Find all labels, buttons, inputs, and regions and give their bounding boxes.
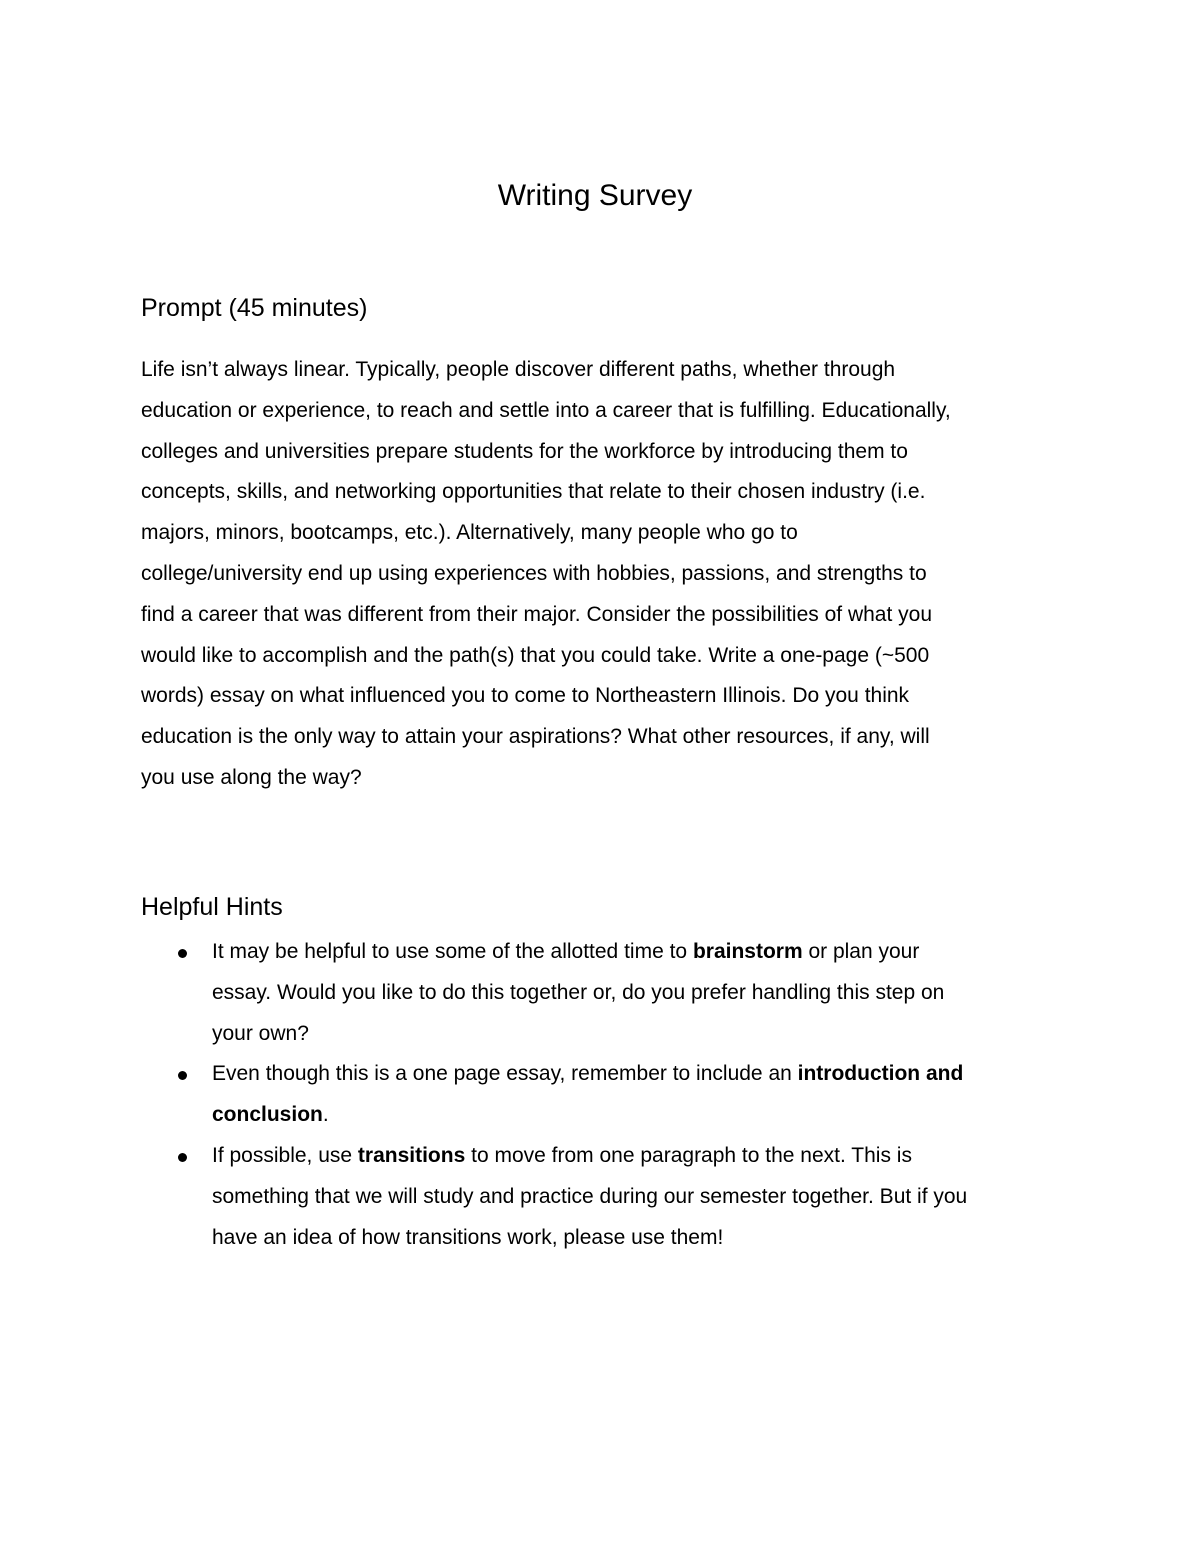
hint-line xyxy=(212,1095,1072,1136)
prompt-line: Life isn’t always linear. Typically, people discover different paths, whether through xyxy=(141,358,896,381)
prompt-line: majors, minors, bootcamps, etc.). Alternatively, many people who go to xyxy=(141,521,798,545)
hint-text-segment: . xyxy=(322,1103,329,1127)
hint-line: something that we will study and practice during our semester together. But if you xyxy=(212,1184,968,1208)
prompt-line: colleges and universities prepare students for the workforce by introducing them to xyxy=(141,439,908,463)
bullet-icon xyxy=(178,949,187,958)
hints-list xyxy=(0,932,1200,1258)
prompt-line: education or experience, to reach and settle into a career that is fulfilling. Educationally, xyxy=(141,398,951,422)
hint-line xyxy=(212,1054,1072,1095)
hint-emphasis: conclusion xyxy=(212,1103,323,1127)
hint-text xyxy=(212,1054,1072,1136)
hint-text xyxy=(212,932,1072,1054)
prompt-line: find a career that was different from their major. Consider the possibilities of what you xyxy=(141,602,932,626)
hints-heading: Helpful Hints xyxy=(141,893,283,921)
prompt-line: you use along the way? xyxy=(141,765,362,789)
prompt-line: education is the only way to attain your aspirations? What other resources, if any, will xyxy=(141,725,930,749)
hint-text-segment: It may be helpful to use some of the allotted time to xyxy=(212,940,693,963)
hint-emphasis: introduction and xyxy=(797,1062,964,1086)
hint-line: essay. Would you like to do this together or, do you prefer handling this step on xyxy=(212,980,945,1004)
hint-line xyxy=(212,932,1072,973)
hint-text-segment: to move from one paragraph to the next. This is xyxy=(465,1143,912,1167)
prompt-line: college/university end up using experiences with hobbies, passions, and strengths to xyxy=(141,561,927,585)
hint-text-segment: If possible, use xyxy=(212,1143,358,1167)
prompt-line: words) essay on what influenced you to come to Northeastern Illinois. Do you think xyxy=(141,684,910,708)
hint-line xyxy=(212,1136,1072,1177)
hint-item-introduction xyxy=(0,1054,1200,1136)
bullet-icon xyxy=(178,1071,187,1080)
document-title: Writing Survey xyxy=(497,179,693,212)
hint-line: have an idea of how transitions work, please use them! xyxy=(212,1225,724,1249)
hint-emphasis: brainstorm xyxy=(692,940,803,963)
hint-item-brainstorm xyxy=(0,932,1200,1054)
hint-text xyxy=(212,1136,1072,1258)
prompt-paragraph xyxy=(141,350,1071,799)
prompt-line: concepts, skills, and networking opportunities that relate to their chosen industry (i.e. xyxy=(141,480,926,504)
hint-item-transitions xyxy=(0,1136,1200,1258)
hint-line: your own? xyxy=(212,1021,309,1045)
prompt-line: would like to accomplish and the path(s) that you could take. Write a one-page (~500 xyxy=(141,643,930,667)
bullet-icon xyxy=(178,1153,187,1162)
hint-emphasis: transitions xyxy=(357,1143,466,1167)
hint-text-segment: Even though this is a one page essay, remember to include an xyxy=(212,1062,798,1086)
prompt-heading: Prompt (45 minutes) xyxy=(141,294,368,322)
hint-text-segment: or plan your xyxy=(802,940,920,963)
